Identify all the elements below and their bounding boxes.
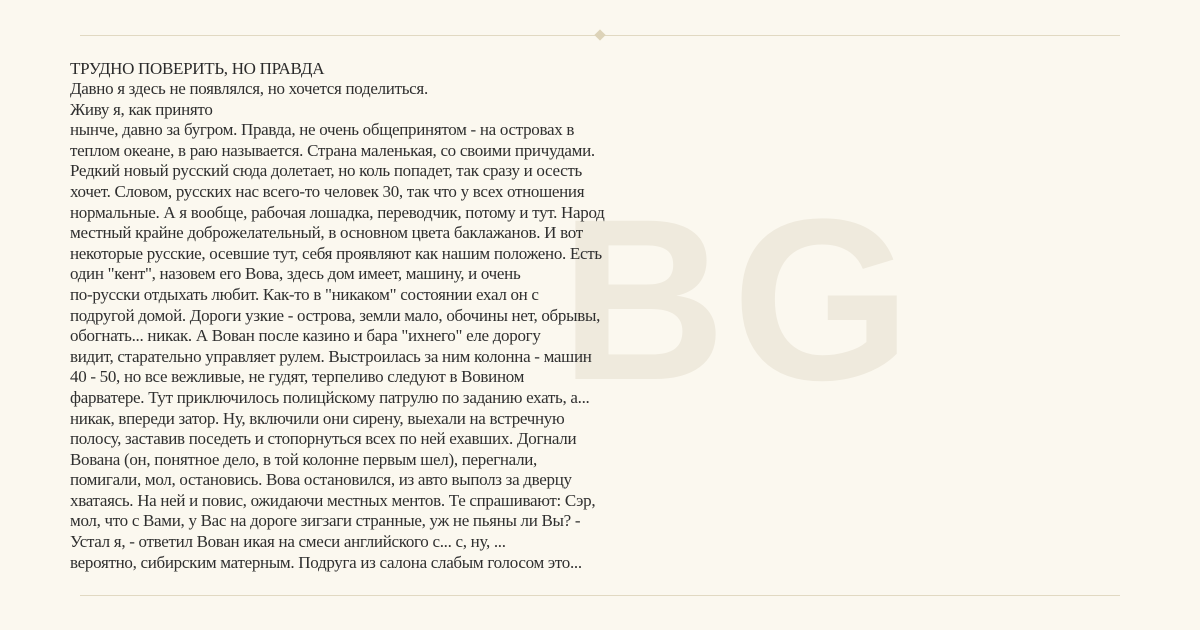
article-line: полосу, заставив поседеть и стопорнуться всех по ней ехавших. Догнали xyxy=(70,429,577,449)
article-line: нормальные. А я вообще, рабочая лошадка, переводчик, потому и тут. Народ xyxy=(70,202,605,222)
article-line: хватаясь. На ней и повис, ожидаючи местных ментов. Те спрашивают: Сэр, xyxy=(70,490,596,510)
article-line: теплом океане, в раю называется. Страна маленькая, со своими причудами. xyxy=(70,140,595,160)
article-line: некоторые русские, осевшие тут, себя проявляют как нашим положено. Есть xyxy=(70,243,602,263)
divider-ornament xyxy=(594,29,605,40)
article-line: один "кент", назовем его Вова, здесь дом имеет, машину, и очень xyxy=(70,264,521,284)
article-line: никак, впереди затор. Ну, включили они сирену, выехали на встречную xyxy=(70,408,565,428)
article-line: местный крайне доброжелательный, в основном цвета баклажанов. И вот xyxy=(70,223,583,243)
article-line: по-русски отдыхать любит. Как-то в "никаком" состоянии ехал он с xyxy=(70,284,539,304)
article-line: Давно я здесь не появлялся, но хочется поделиться. xyxy=(70,79,428,98)
article-line: нынче, давно за бугром. Правда, не очень общепринятом - на островах в xyxy=(70,120,575,140)
article-line: фарватере. Тут приключилось полицйскому патрулю по заданию ехать, а... xyxy=(70,387,590,407)
article-line: помигали, мол, остановись. Вова остановился, из авто выполз за дверцу xyxy=(70,470,572,490)
article xyxy=(70,59,770,573)
article-line: подругой домой. Дороги узкие - острова, земли мало, обочины нет, обрывы, xyxy=(70,305,601,325)
article-line: вероятно, сибирским матерным. Подруга из салона слабым голосом это... xyxy=(70,552,582,572)
article-line: 40 - 50, но все вежливые, не гудят, терпеливо следуют в Вовином xyxy=(70,367,525,387)
article-line: видит, старательно управляет рулем. Выстроилась за ним колонна - машин xyxy=(70,346,592,366)
article-line: Вована (он, понятное дело, в той колонне первым шел), перегнали, xyxy=(70,449,538,469)
article-line: Живу я, как принято xyxy=(70,99,213,119)
article-title: ТРУДНО ПОВЕРИТЬ, НО ПРАВДА xyxy=(70,59,325,78)
article-line: обогнать... никак. А Вован после казино и бара "ихнего" еле дорогу xyxy=(70,326,541,346)
watermark: BG xyxy=(560,171,917,428)
article-line: Устал я, - ответил Вован икая на смеси английского с... с, ну, ... xyxy=(70,532,506,552)
article-line: Редкий новый русский сюда долетает, но коль попадет, так сразу и осесть xyxy=(70,161,582,181)
article-line: мол, что с Вами, у Вас на дороге зигзаги странные, уж не пьяны ли Вы? - xyxy=(70,511,581,531)
bottom-divider xyxy=(80,595,1120,596)
article-line: хочет. Словом, русских нас всего-то человек 30, так что у всех отношения xyxy=(70,181,585,201)
